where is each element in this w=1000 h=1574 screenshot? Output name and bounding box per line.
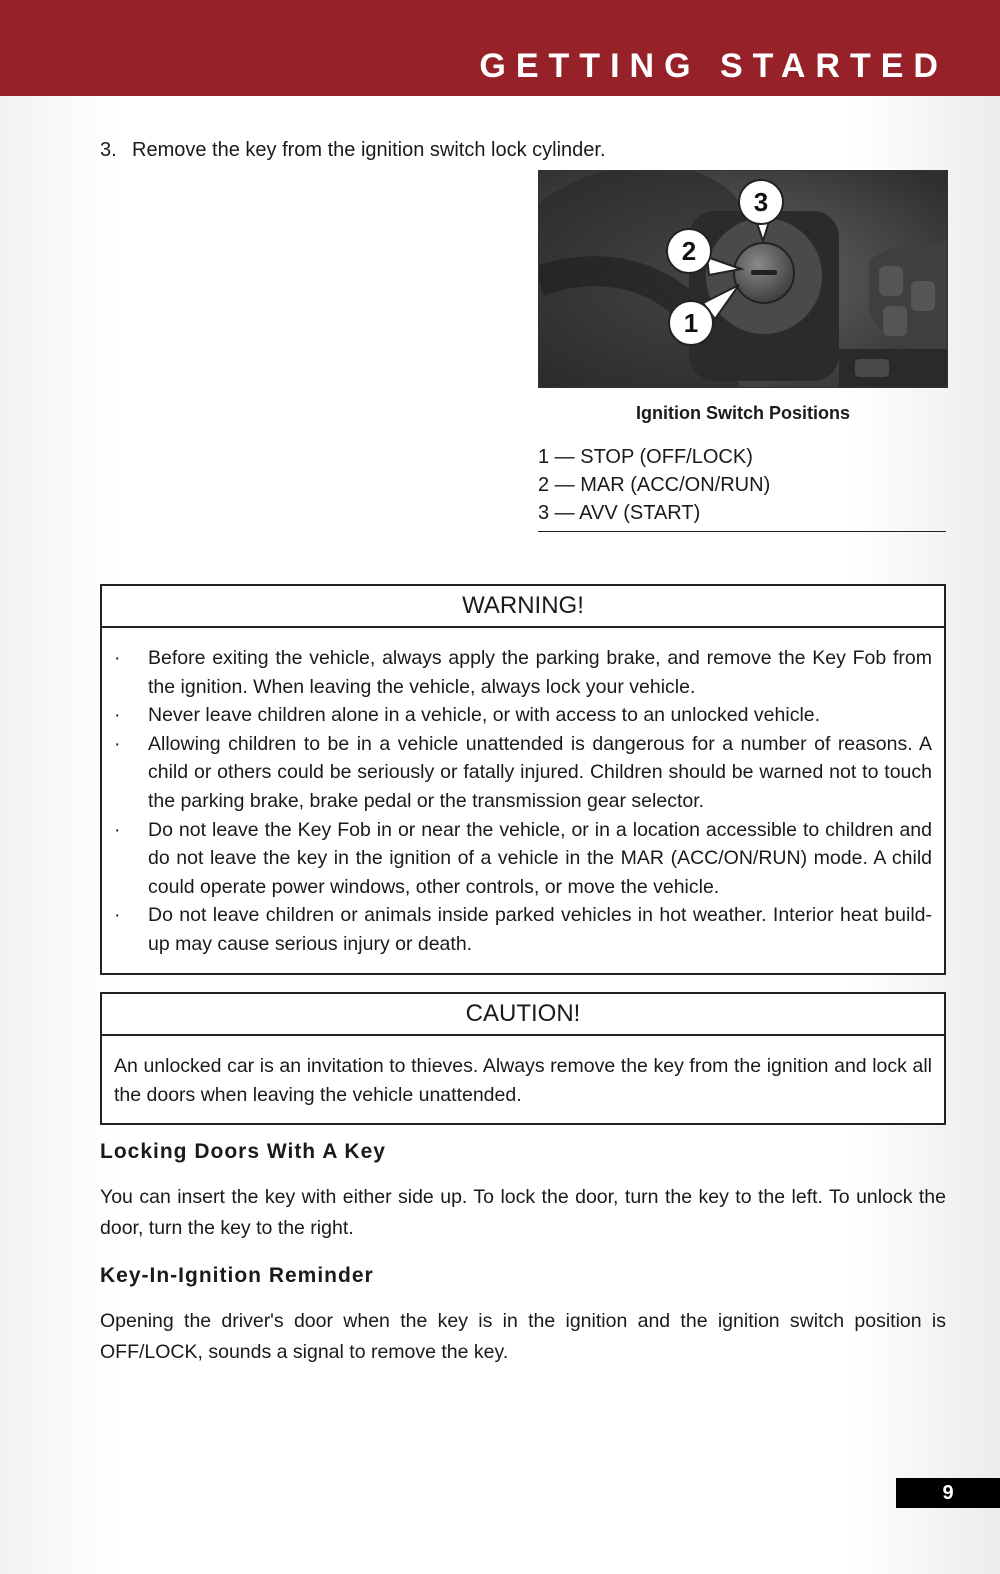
warning-item-text: Allowing children to be in a vehicle unattended is dangerous for a number of reasons. A child or others could be seriously or fatally injured. Children should be warned not to touch the parking brake, brake pedal or the transmission gear selector.: [148, 732, 932, 812]
legend-item: 3 — AVV (START): [538, 502, 701, 524]
bullet: ·: [114, 904, 121, 927]
legend-item: 2 — MAR (ACC/ON/RUN): [538, 474, 771, 496]
bullet: ·: [114, 732, 121, 755]
warning-item: [114, 644, 932, 701]
legend-item: 1 — STOP (OFF/LOCK): [538, 446, 753, 468]
warning-item-text: Do not leave the Key Fob in or near the vehicle, or in a location accessible to children and do not leave the key in the ignition of a vehicle in the MAR (ACC/ON/RUN) mode. A child could operate power windows, other controls, or move the vehicle.: [148, 818, 932, 898]
callout-3-label: 3: [753, 187, 769, 217]
caution-text: An unlocked car is an invitation to thieves. Always remove the key from the ignition and lock all the doors when leaving the vehicle unattended.: [114, 1055, 932, 1106]
warning-list: [102, 628, 944, 959]
bullet: ·: [114, 704, 121, 727]
warning-heading: WARNING!: [102, 586, 944, 628]
warning-item: [114, 901, 932, 958]
bullet: ·: [114, 818, 121, 841]
section-body-key-reminder: Opening the driver's door when the key is in the ignition and the ignition switch position is OFF/LOCK, sounds a signal to remove the key.: [100, 1310, 946, 1363]
warning-item-text: Never leave children alone in a vehicle, or with access to an unlocked vehicle.: [148, 704, 821, 727]
caution-box: [100, 992, 946, 1125]
caution-heading: CAUTION!: [102, 994, 944, 1036]
ignition-switch-figure: [538, 170, 948, 388]
section-title-locking-doors: Locking Doors With A Key: [100, 1140, 386, 1163]
callout-1-label: 1: [683, 308, 699, 338]
section-body-locking-doors: You can insert the key with either side up. To lock the door, turn the key to the left. To unlock the door, turn the key to the right.: [100, 1186, 946, 1239]
warning-box: [100, 584, 946, 975]
bullet: ·: [114, 647, 121, 669]
warning-item: [114, 816, 932, 902]
warning-item-text: Do not leave children or animals inside parked vehicles in hot weather. Interior heat build-up may cause serious injury or death.: [148, 904, 932, 955]
section-title-key-reminder: Key-In-Ignition Reminder: [100, 1264, 374, 1287]
warning-item: [114, 701, 932, 730]
page-number: 9: [896, 1478, 1000, 1508]
step-number: 3.: [100, 139, 117, 161]
page-header: [0, 0, 1000, 96]
header-title: GETTING STARTED: [479, 47, 948, 85]
figure-legend: [538, 443, 946, 532]
step-3: [100, 136, 606, 164]
warning-item-text: Before exiting the vehicle, always apply the parking brake, and remove the Key Fob from the ignition. When leaving the vehicle, always lock your vehicle.: [148, 647, 932, 698]
step-text: Remove the key from the ignition switch lock cylinder.: [132, 139, 606, 161]
callout-2-label: 2: [681, 236, 697, 266]
figure-caption: Ignition Switch Positions: [636, 403, 850, 423]
warning-item: [114, 730, 932, 816]
ignition-switch-illustration: [539, 171, 948, 388]
